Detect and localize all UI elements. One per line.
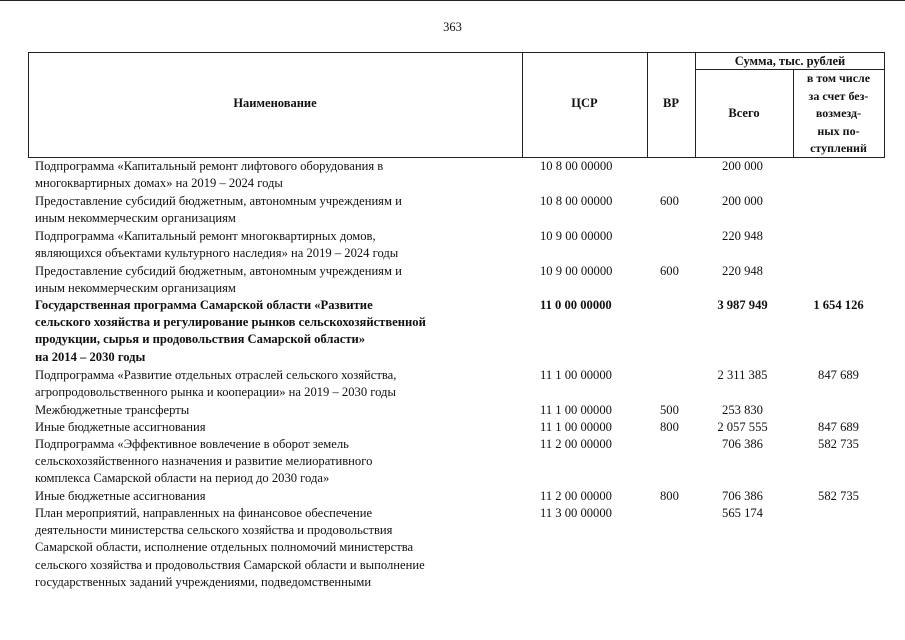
row-total: 706 386	[722, 489, 763, 503]
row-csr: 10 8 00 00000	[540, 194, 613, 208]
row-vr: 600	[660, 194, 679, 208]
header-free-line: ступлений	[810, 141, 867, 155]
row-free: 582 735	[818, 437, 859, 451]
top-rule	[0, 0, 905, 1]
row-name: Предоставление субсидий бюджетным, автономным учреждениям и иным некоммерческим организациям	[35, 194, 402, 226]
row-free: 582 735	[818, 489, 859, 503]
header-free-line: ных по-	[817, 123, 860, 138]
row-free: 1 654 126	[813, 298, 864, 312]
row-name: Иные бюджетные ассигнования	[35, 420, 206, 434]
row-csr: 10 8 00 00000	[540, 159, 613, 173]
header-free-receipts	[793, 70, 884, 158]
row-name: Предоставление субсидий бюджетным, автономным учреждениям и иным некоммерческим организациям	[35, 264, 402, 296]
row-name: Подпрограмма «Капитальный ремонт многоквартирных домов, являющихся объектами культурного наследия» на 2019 – 2024 годы	[35, 229, 399, 261]
row-total: 565 174	[722, 506, 763, 520]
row-csr: 11 1 00 00000	[540, 368, 612, 382]
header-sum-group: Сумма, тыс. рублей	[734, 54, 846, 68]
row-total: 2 311 385	[717, 368, 768, 382]
row-name: План мероприятий, направленных на финансовое обеспечение деятельности министерства сельского хозяйства и продовольствия Самарской области, исполнение отдельных полномочий министерства сельского хозяйства и продовольствия Самарской области и выполнение государственных заданий учреждениями, подведомственными	[35, 506, 425, 589]
row-total: 200 000	[722, 194, 763, 208]
row-total: 3 987 949	[717, 298, 768, 312]
header-free-line: в том числе	[806, 71, 871, 85]
row-total: 706 386	[722, 437, 763, 451]
header-csr: ЦСР	[571, 96, 598, 110]
row-free: 847 689	[818, 368, 859, 382]
row-total: 253 830	[722, 403, 763, 417]
row-name: Межбюджетные трансферты	[35, 403, 190, 417]
row-name: Подпрограмма «Развитие отдельных отраслей сельского хозяйства, агропродовольственного рынка и кооперации» на 2019 – 2030 годы	[35, 368, 397, 400]
header-free-line: за счет без-	[808, 88, 869, 103]
row-csr: 11 0 00 00000	[540, 298, 612, 312]
header-free-line: возмезд-	[815, 106, 862, 120]
page-number: 363	[443, 20, 462, 34]
header-top-border	[28, 52, 885, 53]
row-vr: 800	[660, 420, 679, 434]
header-name: Наименование	[233, 96, 317, 110]
row-csr: 11 3 00 00000	[540, 506, 612, 520]
row-name: Иные бюджетные ассигнования	[35, 489, 206, 503]
header-vr: ВР	[663, 96, 679, 110]
row-total: 220 948	[722, 264, 763, 278]
row-csr: 11 2 00 00000	[540, 489, 612, 503]
row-vr: 500	[660, 403, 679, 417]
row-csr: 10 9 00 00000	[540, 229, 613, 243]
row-csr: 11 1 00 00000	[540, 420, 612, 434]
row-csr: 11 2 00 00000	[540, 437, 612, 451]
row-name: Подпрограмма «Капитальный ремонт лифтового оборудования в многоквартирных домах» на 2019 – 2024 годы	[35, 159, 384, 191]
row-name: Подпрограмма «Эффективное вовлечение в оборот земель сельскохозяйственного назначения и развитие мелиоративного комплекса Самарской области на период до 2030 года»	[35, 437, 373, 486]
row-vr: 800	[660, 489, 679, 503]
row-total: 200 000	[722, 159, 763, 173]
row-total: 220 948	[722, 229, 763, 243]
row-csr: 10 9 00 00000	[540, 264, 613, 278]
row-free: 847 689	[818, 420, 859, 434]
row-vr: 600	[660, 264, 679, 278]
row-total: 2 057 555	[717, 420, 768, 434]
row-name: Государственная программа Самарской области «Развитие сельского хозяйства и регулирование рынков сельскохозяйственной продукции, сырья и продовольствия Самарской области» на 2014 – 2030 годы	[35, 298, 426, 364]
row-csr: 11 1 00 00000	[540, 403, 612, 417]
header-total: Всего	[728, 106, 760, 120]
